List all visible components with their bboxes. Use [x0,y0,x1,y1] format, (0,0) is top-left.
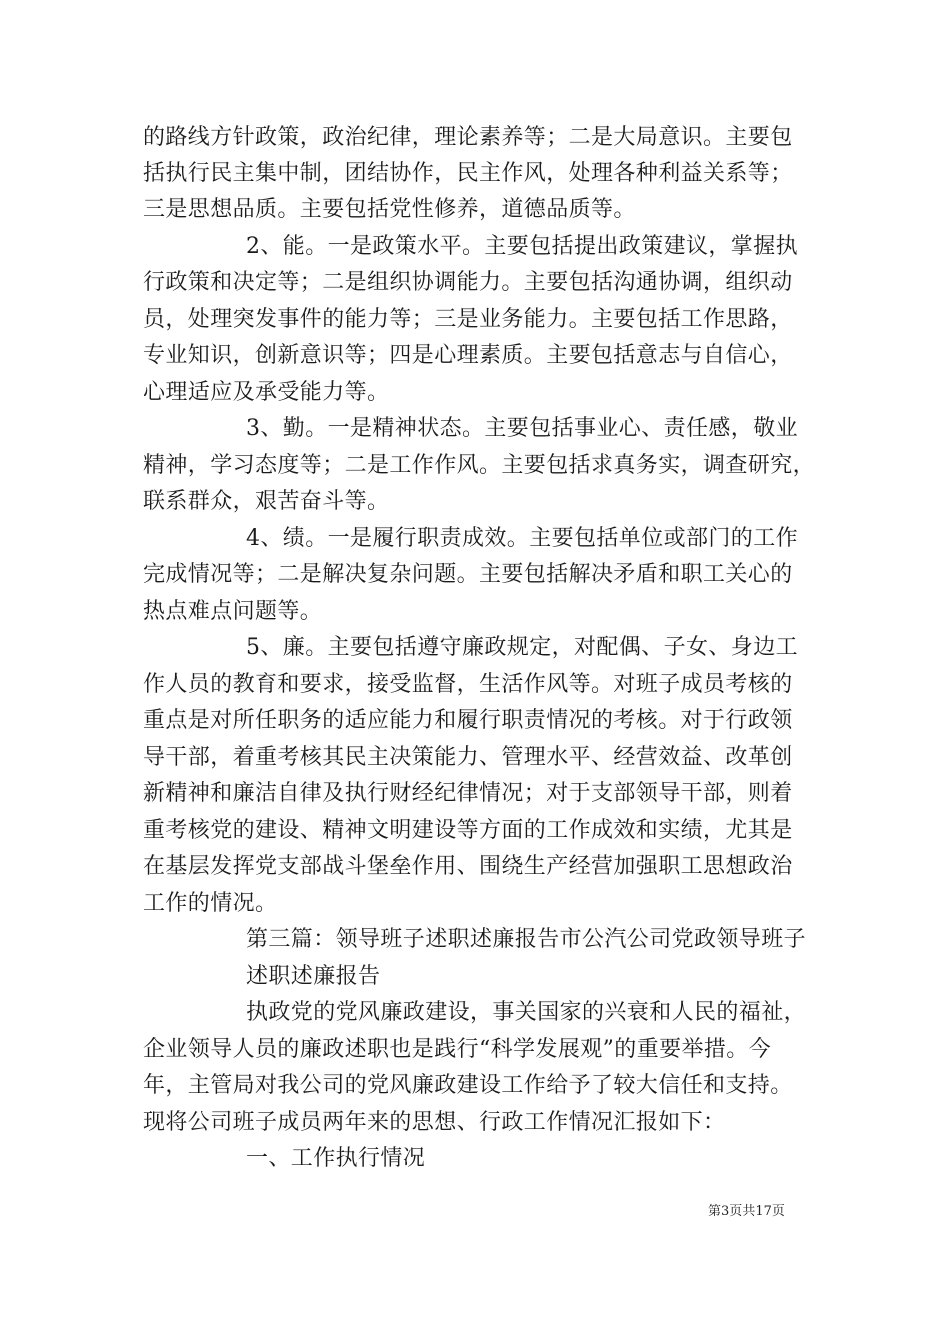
text-line: 行政策和决定等；二是组织协调能力。主要包括沟通协调，组织动 [143,270,793,295]
text-line: 现将公司班子成员两年来的思想、行政工作情况汇报如下： [143,1110,726,1135]
text-line: 括执行民主集中制，团结协作，民主作风，处理各种利益关系等； [143,161,793,186]
text-line: 联系群众，艰苦奋斗等。 [143,489,390,514]
text-line: 三是思想品质。主要包括党性修养，道德品质等。 [143,197,636,222]
text-line: 重点是对所任职务的适应能力和履行职责情况的考核。对于行政领 [143,708,793,733]
text-line: 专业知识，创新意识等；四是心理素质。主要包括意志与自信心， [143,343,793,368]
text-line: 3、勤。一是精神状态。主要包括事业心、责任感，敬业 [246,416,798,441]
text-line: 新精神和廉洁自律及执行财经纪律情况；对于支部领导干部，则着 [143,781,793,806]
text-line: 2、能。一是政策水平。主要包括提出政策建议，掌握执 [246,234,798,259]
section-heading: 述职述廉报告 [246,964,381,989]
footer-middle: 页共 [729,1204,756,1219]
text-line: 的路线方针政策，政治纪律，理论素养等；二是大局意识。主要包 [143,125,793,150]
text-line: 4、绩。一是履行职责成效。主要包括单位或部门的工作 [246,526,798,551]
text-line: 重考核党的建设、精神文明建设等方面的工作成效和实绩，尤其是 [143,818,793,843]
text-line: 年，主管局对我公司的党风廉政建设工作给予了较大信任和支持。 [143,1073,793,1098]
total-pages-number: 17 [755,1204,772,1219]
footer-suffix: 页 [771,1204,785,1219]
text-line: 工作的情况。 [143,891,278,916]
text-line: 完成情况等；二是解决复杂问题。主要包括解决矛盾和职工关心的 [143,562,793,587]
text-line: 导干部，着重考核其民主决策能力、管理水平、经营效益、改革创 [143,745,793,770]
text-line: 企业领导人员的廉政述职也是践行“科学发展观”的重要举措。今 [143,1037,772,1062]
text-line: 5、廉。主要包括遵守廉政规定，对配偶、子女、身边工 [246,635,798,660]
text-line: 精神，学习态度等；二是工作作风。主要包括求真务实，调查研究， [143,453,816,478]
text-line: 心理适应及承受能力等。 [143,380,390,405]
subheading: 一、工作执行情况 [246,1146,426,1171]
footer-prefix: 第 [708,1204,722,1219]
text-line: 热点难点问题等。 [143,599,323,624]
section-heading: 第三篇：领导班子述职述廉报告市公汽公司党政领导班子 [246,927,807,952]
text-line: 作人员的教育和要求，接受监督，生活作风等。对班子成员考核的 [143,672,793,697]
page-number-footer [708,1203,785,1221]
text-line: 员，处理突发事件的能力等；三是业务能力。主要包括工作思路， [143,307,793,332]
text-line: 在基层发挥党支部战斗堡垒作用、围绕生产经营加强职工思想政治 [143,854,793,879]
current-page-number: 3 [721,1204,730,1219]
text-line: 执政党的党风廉政建设，事关国家的兴衰和人民的福祉， [246,1000,807,1025]
